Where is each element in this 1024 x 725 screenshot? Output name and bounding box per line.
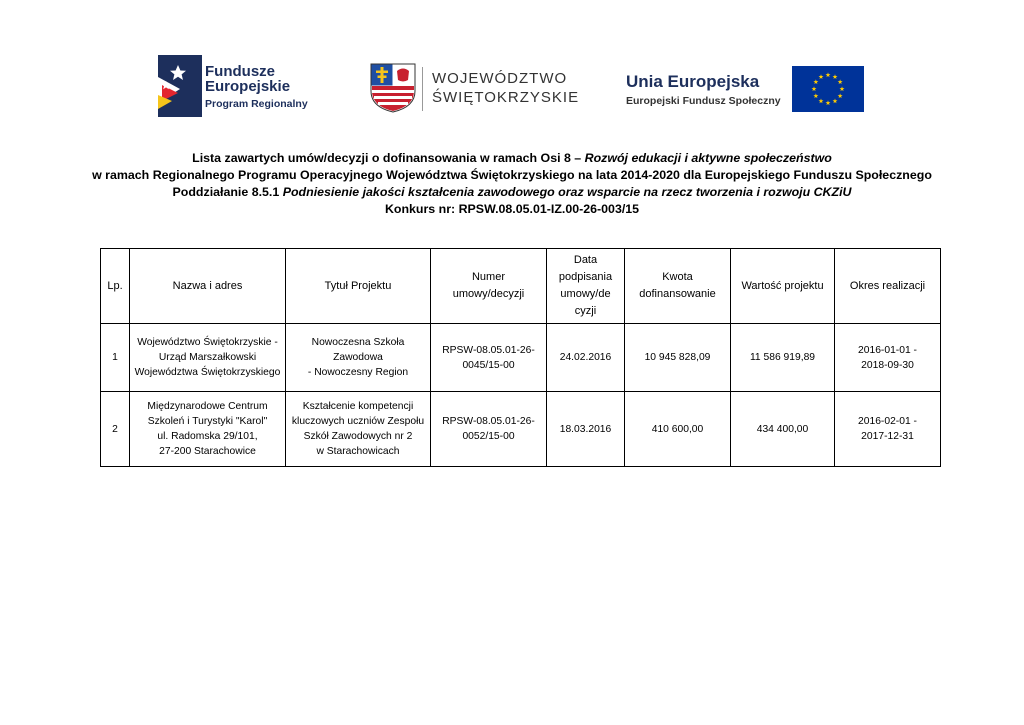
- cell-okres: [835, 324, 941, 392]
- cell-line: Województwa Świętokrzyskiego: [134, 367, 281, 378]
- cell-line: Województwo Świętokrzyskie -: [137, 337, 278, 348]
- cell-lp: 2: [101, 392, 130, 467]
- heading-line-4: Konkurs nr: RPSW.08.05.01-IZ.00-26-003/15: [384, 202, 640, 216]
- cell-line: RPSW-08.05.01-26-: [442, 416, 535, 427]
- contracts-table: [100, 248, 941, 467]
- cell-data: 18.03.2016: [547, 392, 625, 467]
- header-okres: Okres realizacji: [835, 249, 941, 324]
- fe-line3: Program Regionalny: [205, 98, 308, 110]
- cell-numer: [431, 324, 547, 392]
- fundusze-europejskie-text: [205, 64, 308, 112]
- fundusze-europejskie-logo: [158, 55, 328, 117]
- header-lp: Lp.: [101, 249, 130, 324]
- table-row: [101, 324, 941, 392]
- cell-nazwa: [130, 392, 286, 467]
- cell-lp: 1: [101, 324, 130, 392]
- cell-nazwa: [130, 324, 286, 392]
- header-wartosc: Wartość projektu: [731, 249, 835, 324]
- heading-line-1: [0, 150, 1024, 167]
- ue-line1: Unia Europejska: [626, 72, 760, 91]
- header-tytul: Tytuł Projektu: [286, 249, 431, 324]
- header-data: [547, 249, 625, 324]
- cell-tytul: [286, 324, 431, 392]
- cell-wartosc: 434 400,00: [731, 392, 835, 467]
- heading-line-1-plain: Lista zawartych umów/decyzji o dofinansowania w ramach Osi 8 –: [192, 151, 585, 165]
- logos-bar: [0, 55, 1024, 120]
- heading-line-3: [0, 184, 1024, 201]
- cell-tytul: [286, 392, 431, 467]
- cell-line: 0052/15-00: [462, 431, 515, 442]
- document-heading: [0, 150, 1024, 218]
- ws-line1: WOJEWÓDZTWO: [432, 70, 568, 87]
- cell-line: RPSW-08.05.01-26-: [442, 344, 535, 356]
- table-row: [101, 392, 941, 467]
- cell-line: - Nowoczesny Region: [307, 367, 409, 378]
- cell-line: Kształcenie kompetencji: [302, 401, 414, 412]
- heading-line-3-italic: Podniesienie jakości kształcenia zawodowego oraz wsparcie na rzecz tworzenia i rozwoju CKZiU: [282, 185, 852, 199]
- cell-line: 2016-02-01 -: [858, 416, 917, 427]
- header-kwota-line: dofinansowanie: [639, 288, 716, 300]
- cell-line: 2017-12-31: [861, 431, 914, 442]
- cell-line: Szkoleń i Turystyki "Karol": [147, 416, 268, 427]
- eu-flag-icon: [792, 66, 864, 112]
- heading-line-3-plain: Poddziałanie 8.5.1: [172, 185, 283, 199]
- header-kwota: [625, 249, 731, 324]
- header-nazwa: Nazwa i adres: [130, 249, 286, 324]
- cell-line: Urząd Marszałkowski: [158, 352, 257, 363]
- cell-data: 24.02.2016: [547, 324, 625, 392]
- header-data-line: umowy/de: [560, 288, 611, 300]
- cell-kwota: 10 945 828,09: [625, 324, 731, 392]
- cell-okres: [835, 392, 941, 467]
- table-header-row: [101, 249, 941, 324]
- cell-line: 2016-01-01 -: [858, 344, 917, 356]
- heading-line-1-italic: Rozwój edukacji i aktywne społeczeństwo: [584, 151, 832, 165]
- cell-numer: [431, 392, 547, 467]
- cell-line: ul. Radomska 29/101,: [157, 431, 258, 442]
- header-numer-line: Numer: [471, 271, 505, 283]
- cell-line: Nowoczesna Szkoła Zawodowa: [311, 337, 405, 363]
- cell-line: Międzynarodowe Centrum: [147, 401, 268, 412]
- fe-line2: Europejskie: [205, 78, 291, 95]
- cell-line: 0045/15-00: [462, 359, 515, 371]
- cell-line: 2018-09-30: [861, 359, 914, 371]
- fe-line1: Fundusze: [205, 63, 275, 80]
- header-data-line: Data: [573, 254, 598, 266]
- fundusze-europejskie-mark-icon: [158, 55, 202, 117]
- header-numer-line: umowy/decyzji: [452, 288, 525, 300]
- cell-line: Szkół Zawodowych nr 2: [303, 431, 413, 442]
- ue-line2: Europejski Fundusz Społeczny: [626, 95, 781, 107]
- heading-line-2: w ramach Regionalnego Programu Operacyjnego Województwa Świętokrzyskiego na lata 2014-2020 dla Europejskiego Funduszu Społecznego: [92, 168, 932, 182]
- cell-line: 27-200 Starachowice: [159, 446, 256, 457]
- wojewodztwo-text: [432, 69, 579, 107]
- header-kwota-line: Kwota: [662, 271, 693, 283]
- header-data-line: cyzji: [574, 305, 597, 317]
- cell-kwota: 410 600,00: [625, 392, 731, 467]
- cell-wartosc: 11 586 919,89: [731, 324, 835, 392]
- logo-divider: [422, 67, 423, 111]
- coat-of-arms-icon: [370, 63, 416, 113]
- wojewodztwo-swietokrzyskie-logo: [370, 63, 580, 115]
- ws-line2: ŚWIĘTOKRZYSKIE: [432, 89, 580, 106]
- unia-europejska-text: [626, 72, 781, 107]
- header-numer: [431, 249, 547, 324]
- cell-line: w Starachowicach: [316, 446, 400, 457]
- cell-line: kluczowych uczniów Zespołu: [291, 416, 425, 427]
- header-data-line: podpisania: [558, 271, 613, 283]
